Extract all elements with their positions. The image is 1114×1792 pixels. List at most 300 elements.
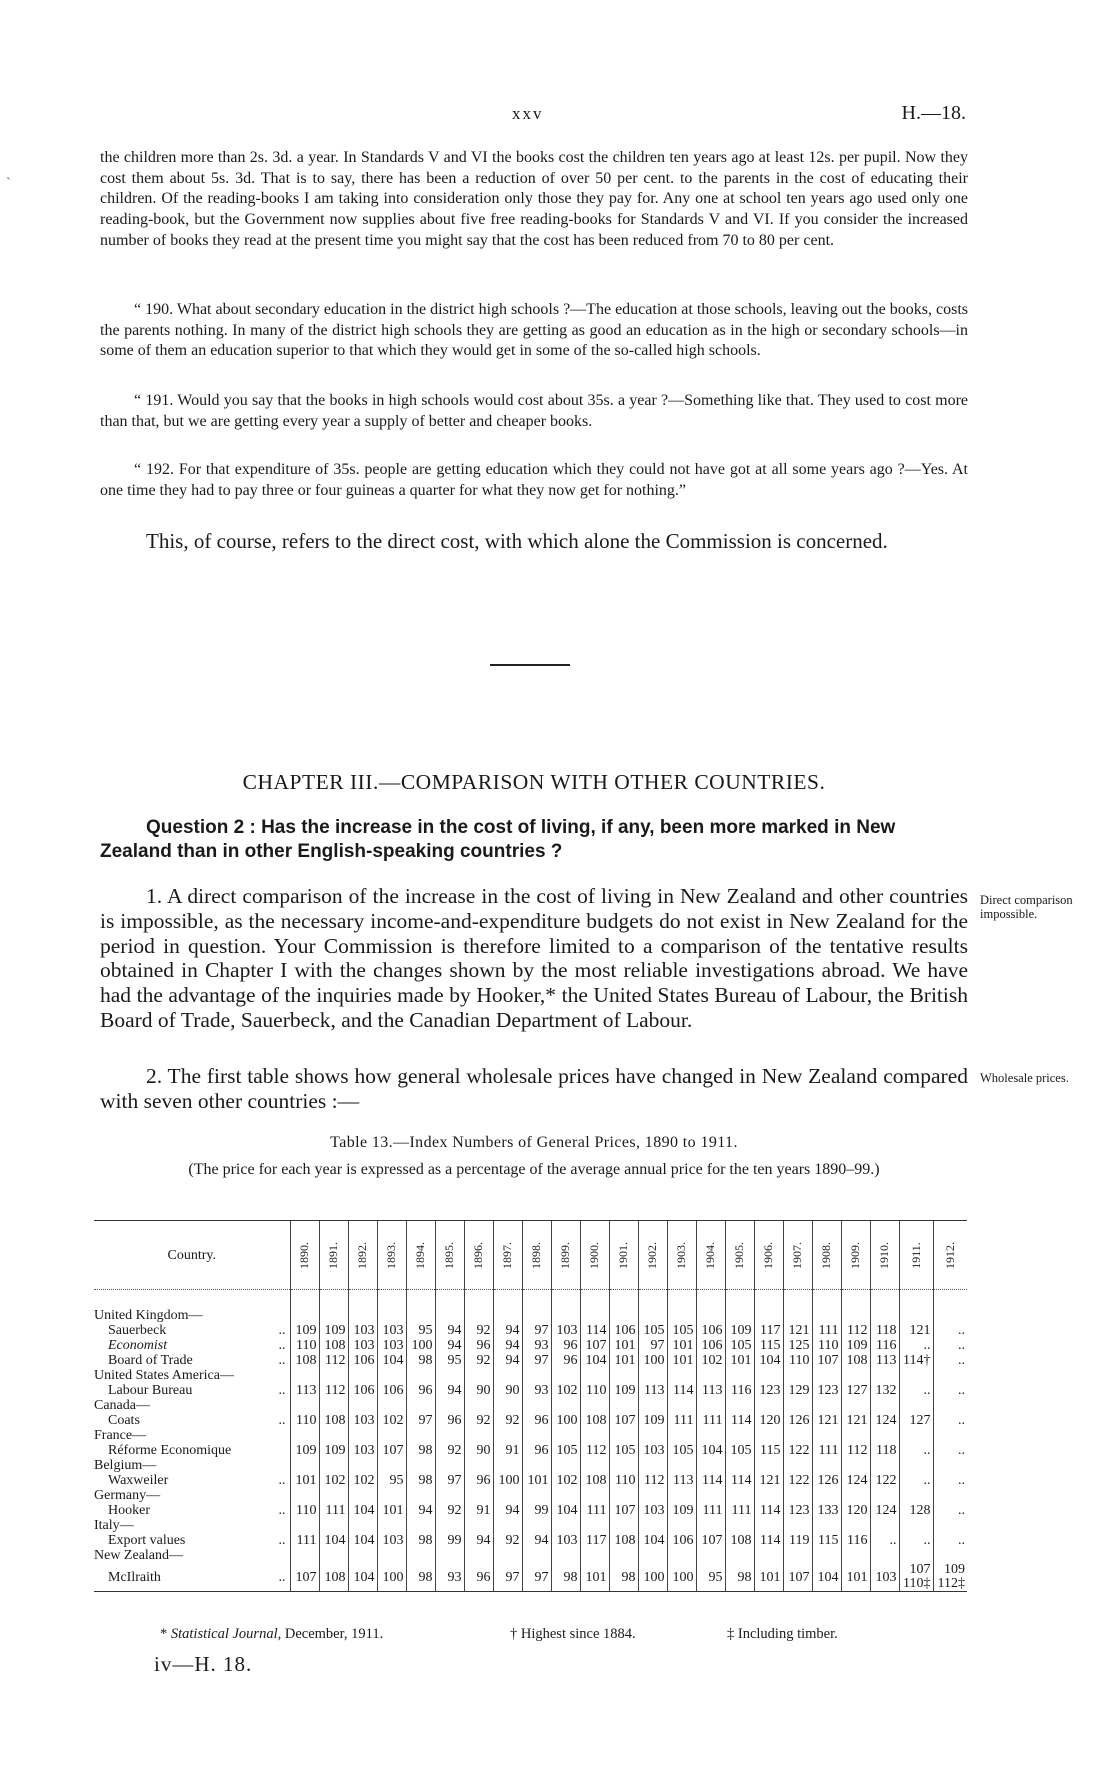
- cell-value: 106: [377, 1383, 406, 1398]
- year-header: 1894.: [406, 1221, 435, 1290]
- cell-value: ..: [933, 1338, 967, 1353]
- cell-value: 109: [609, 1383, 638, 1398]
- year-header: 1893.: [377, 1221, 406, 1290]
- cell-value: 96: [406, 1383, 435, 1398]
- cell-value: 106: [609, 1323, 638, 1338]
- cell-value: 92: [435, 1503, 464, 1518]
- cell-value: 98: [406, 1473, 435, 1488]
- cell-value: ..: [933, 1353, 967, 1368]
- cell-value: 107: [812, 1353, 841, 1368]
- cell-value: 91: [464, 1503, 493, 1518]
- cell-value: 112: [841, 1443, 870, 1458]
- cell-value: 100: [551, 1413, 580, 1428]
- cell-value: ..: [933, 1533, 967, 1548]
- cell-value: 121: [899, 1323, 933, 1338]
- series-label: Export values ..: [108, 1533, 286, 1548]
- country-header: Country.: [94, 1221, 290, 1290]
- cell-value: 122: [783, 1473, 812, 1488]
- paragraph-question-192: [100, 460, 968, 501]
- cell-value: 115: [754, 1443, 783, 1458]
- cell-value: 103: [377, 1338, 406, 1353]
- cell-value: 100: [638, 1563, 667, 1592]
- cell-value: 129: [783, 1383, 812, 1398]
- page-number: xxv: [512, 104, 544, 123]
- cell-value: 101: [609, 1338, 638, 1353]
- cell-value: 104: [348, 1533, 377, 1548]
- cell-value: 116: [870, 1338, 899, 1353]
- cell-value: 90: [464, 1383, 493, 1398]
- cell-value: 109: [319, 1443, 348, 1458]
- paragraph-1: 1. A direct comparison of the increase in the cost of living in New Zealand and other countries is impossible, as the necessary income-and-expenditure budgets do not exist in New Zealand for the period in question. Your Commission is therefore limited to a comparison of the tentative results obtained in Chapter I with the changes shown by the most reliable investigations abroad. We have had the advantage of the inquiries made by Hooker,* the United States Bureau of Labour, the British Board of Trade, Sauerbeck, and the Canadian Department of Labour.: [100, 884, 968, 1032]
- cell-value: 105: [667, 1323, 696, 1338]
- cell-value: 113: [638, 1383, 667, 1398]
- cell-value: 102: [348, 1473, 377, 1488]
- cell-value: 121: [812, 1413, 841, 1428]
- cell-value: 103: [551, 1533, 580, 1548]
- cell-value: 100: [638, 1353, 667, 1368]
- cell-value: ..: [899, 1473, 933, 1488]
- cell-value: 111: [319, 1503, 348, 1518]
- cell-value: 126: [783, 1413, 812, 1428]
- cell-value: 102: [696, 1353, 725, 1368]
- cell-value: 103: [348, 1323, 377, 1338]
- cell-value: 113: [696, 1383, 725, 1398]
- cell-value: 106: [667, 1533, 696, 1548]
- cell-value: 108: [319, 1338, 348, 1353]
- year-header: 1906.: [754, 1221, 783, 1290]
- country-group: United Kingdom—: [94, 1308, 203, 1323]
- cell-value: 103: [348, 1443, 377, 1458]
- group-row: [94, 1488, 967, 1503]
- paragraph-text: “ 192. For that expenditure of 35s. people are getting education which they could not have got at all some years ago ?—Yes. At one time they had to pay three or four guineas a quarter for what they now get for nothing.”: [100, 461, 968, 499]
- cell-value: 125: [783, 1338, 812, 1353]
- cell-value: 96: [522, 1413, 551, 1428]
- footnote-date: December, 1911.: [284, 1626, 384, 1642]
- cell-value: 100: [406, 1338, 435, 1353]
- cell-value: 112: [841, 1323, 870, 1338]
- country-group: Germany—: [94, 1488, 161, 1503]
- table-row: [94, 1533, 967, 1548]
- cell-value: 115: [754, 1338, 783, 1353]
- cell-value: 92: [464, 1353, 493, 1368]
- cell-value: 94: [493, 1353, 522, 1368]
- cell-value: 128: [899, 1503, 933, 1518]
- cell-value: 94: [493, 1503, 522, 1518]
- cell-value: 123: [812, 1383, 841, 1398]
- cell-value: 95: [377, 1473, 406, 1488]
- cell-value: 98: [406, 1533, 435, 1548]
- cell-value: 103: [348, 1413, 377, 1428]
- cell-value: 105: [667, 1443, 696, 1458]
- year-header: 1897.: [493, 1221, 522, 1290]
- group-row: [94, 1548, 967, 1563]
- cell-value: 110: [290, 1338, 319, 1353]
- cell-value: 103: [638, 1503, 667, 1518]
- cell-value: 109: [725, 1323, 754, 1338]
- cell-value: 106: [348, 1383, 377, 1398]
- cell-value: ..: [899, 1533, 933, 1548]
- cell-value: 105: [725, 1443, 754, 1458]
- cell-value: 101: [667, 1338, 696, 1353]
- cell-value: 104: [754, 1353, 783, 1368]
- table-note: (The price for each year is expressed as a percentage of the average annual price for the ten years 1890–99.): [188, 1161, 880, 1178]
- margin-tick: `: [6, 176, 11, 191]
- cell-value: 110: [783, 1353, 812, 1368]
- cell-value: 93: [522, 1338, 551, 1353]
- paragraph-text: the children more than 2s. 3d. a year. In Standards V and VI the books cost the children ten years ago at least 12s. per pupil. Now they cost them about 5s. 3d. That is to say, there has been a reduction of over 50 per cent. to the parents in the cost of educating their children. Of the reading-books I am taking into consideration only those they pay for. Any one at school ten years ago used only one reading-book, but the Government now supplies about five free reading-books for Standards V and VI. If you consider the increased number of books they read at the present time you might say that the cost has been reduced from 70 to 80 per cent.: [100, 149, 968, 249]
- year-header: 1905.: [725, 1221, 754, 1290]
- cell-value: 110: [812, 1338, 841, 1353]
- country-group: Canada—: [94, 1398, 150, 1413]
- cell-value: 94: [522, 1533, 551, 1548]
- cell-value: 94: [435, 1383, 464, 1398]
- cell-value: 110: [290, 1413, 319, 1428]
- cell-value: 96: [522, 1443, 551, 1458]
- cell-value: ..: [933, 1413, 967, 1428]
- year-header: 1903.: [667, 1221, 696, 1290]
- cell-value: 127: [899, 1413, 933, 1428]
- cell-value: 96: [435, 1413, 464, 1428]
- year-header: 1912.: [933, 1221, 967, 1290]
- cell-value: 97: [522, 1563, 551, 1592]
- cell-value: 102: [551, 1473, 580, 1488]
- cell-value: 103: [551, 1323, 580, 1338]
- cell-value: 133: [812, 1503, 841, 1518]
- cell-value: 97: [638, 1338, 667, 1353]
- cell-value: 97: [406, 1413, 435, 1428]
- cell-value: 114: [696, 1473, 725, 1488]
- year-header: 1891.: [319, 1221, 348, 1290]
- cell-value: ..: [899, 1443, 933, 1458]
- cell-value: 94: [435, 1323, 464, 1338]
- cell-value: 112: [580, 1443, 609, 1458]
- paragraph-conclusion: This, of course, refers to the direct cost, with which alone the Commission is concerned.: [146, 529, 888, 553]
- table-row: [94, 1503, 967, 1518]
- cell-value: 101: [754, 1563, 783, 1592]
- section-divider: [490, 664, 570, 666]
- year-header: 1901.: [609, 1221, 638, 1290]
- cell-value: 99: [522, 1503, 551, 1518]
- series-label: Waxweiler ..: [108, 1473, 286, 1488]
- footnote-source: Statistical Journal,: [170, 1626, 282, 1642]
- cell-value: 103: [348, 1338, 377, 1353]
- cell-value: 121: [754, 1473, 783, 1488]
- cell-value: 117: [754, 1323, 783, 1338]
- cell-value: 92: [493, 1533, 522, 1548]
- cell-value: 103: [377, 1533, 406, 1548]
- year-header: 1892.: [348, 1221, 377, 1290]
- cell-value: 104: [696, 1443, 725, 1458]
- cell-value: 113: [870, 1353, 899, 1368]
- cell-value: 107: [783, 1563, 812, 1592]
- cell-value: 101: [725, 1353, 754, 1368]
- paragraph-continuation: [100, 148, 968, 252]
- cell-value: 111: [696, 1413, 725, 1428]
- year-header: 1890.: [290, 1221, 319, 1290]
- cell-value: 98: [406, 1353, 435, 1368]
- table-row: [94, 1473, 967, 1488]
- cell-value: 109 112‡: [933, 1563, 967, 1592]
- cell-value: 104: [580, 1353, 609, 1368]
- cell-value: 111: [696, 1503, 725, 1518]
- cell-value: 112: [319, 1353, 348, 1368]
- series-label: Coats ..: [108, 1413, 286, 1428]
- cell-value: 112: [319, 1383, 348, 1398]
- table-row: [94, 1443, 967, 1458]
- cell-value: 101: [377, 1503, 406, 1518]
- cell-value: 97: [493, 1563, 522, 1592]
- cell-value: 107: [290, 1563, 319, 1592]
- table-row: [94, 1323, 967, 1338]
- group-row: [94, 1398, 967, 1413]
- cell-value: 95: [406, 1323, 435, 1338]
- footnote-star: * Statistical Journal, December, 1911.: [160, 1626, 384, 1642]
- cell-value: 98: [406, 1443, 435, 1458]
- cell-value: ..: [899, 1383, 933, 1398]
- cell-value: 114: [667, 1383, 696, 1398]
- cell-value: 111: [580, 1503, 609, 1518]
- cell-value: 109: [667, 1503, 696, 1518]
- cell-value: 93: [435, 1563, 464, 1592]
- country-group: United States America—: [94, 1368, 234, 1383]
- cell-value: ..: [933, 1473, 967, 1488]
- series-label: Réforme Economique: [108, 1443, 232, 1458]
- cell-value: 94: [493, 1323, 522, 1338]
- group-row: [94, 1368, 967, 1383]
- country-group: New Zealand—: [94, 1548, 184, 1563]
- cell-value: 104: [638, 1533, 667, 1548]
- cell-value: 105: [638, 1323, 667, 1338]
- cell-value: 107: [377, 1443, 406, 1458]
- paragraph-text: “ 191. Would you say that the books in high schools would cost about 35s. a year ?—Something like that. They used to cost more than that, but we are getting every year a supply of better and cheaper books.: [100, 392, 968, 430]
- year-header: 1898.: [522, 1221, 551, 1290]
- cell-value: ..: [933, 1323, 967, 1338]
- cell-value: 105: [551, 1443, 580, 1458]
- cell-value: 109: [290, 1443, 319, 1458]
- cell-value: 96: [551, 1338, 580, 1353]
- cell-value: ..: [870, 1533, 899, 1548]
- cell-value: 124: [841, 1473, 870, 1488]
- year-header: 1907.: [783, 1221, 812, 1290]
- question-number: Question 2 :: [146, 817, 256, 838]
- cell-value: 108: [290, 1353, 319, 1368]
- cell-value: ..: [933, 1503, 967, 1518]
- cell-value: 91: [493, 1443, 522, 1458]
- cell-value: 118: [870, 1443, 899, 1458]
- cell-value: 114†: [899, 1353, 933, 1368]
- cell-value: 108: [609, 1533, 638, 1548]
- cell-value: 94: [493, 1338, 522, 1353]
- cell-value: 113: [290, 1383, 319, 1398]
- cell-value: 109: [290, 1323, 319, 1338]
- cell-value: 108: [580, 1473, 609, 1488]
- cell-value: 111: [812, 1323, 841, 1338]
- cell-value: 119: [783, 1533, 812, 1548]
- chapter-title: CHAPTER III.—COMPARISON WITH OTHER COUNTRIES.: [242, 770, 826, 794]
- year-header: 1895.: [435, 1221, 464, 1290]
- cell-value: 98: [609, 1563, 638, 1592]
- cell-value: 94: [464, 1533, 493, 1548]
- cell-value: 108: [319, 1563, 348, 1592]
- cell-value: 105: [725, 1338, 754, 1353]
- cell-value: 101: [841, 1563, 870, 1592]
- cell-value: 114: [580, 1323, 609, 1338]
- cell-value: 102: [551, 1383, 580, 1398]
- table-row: [94, 1563, 967, 1592]
- cell-value: 104: [377, 1353, 406, 1368]
- cell-value: 100: [667, 1563, 696, 1592]
- cell-value: 92: [464, 1413, 493, 1428]
- cell-value: 97: [522, 1353, 551, 1368]
- cell-value: 96: [551, 1353, 580, 1368]
- price-index-table: [94, 1220, 967, 1592]
- cell-value: 101: [290, 1473, 319, 1488]
- cell-value: 116: [841, 1533, 870, 1548]
- cell-value: 94: [406, 1503, 435, 1518]
- cell-value: 101: [580, 1563, 609, 1592]
- cell-value: 92: [464, 1323, 493, 1338]
- cell-value: 107: [609, 1413, 638, 1428]
- cell-value: 123: [783, 1503, 812, 1518]
- cell-value: 113: [667, 1473, 696, 1488]
- cell-value: 98: [725, 1563, 754, 1592]
- cell-value: 117: [580, 1533, 609, 1548]
- cell-value: 111: [290, 1533, 319, 1548]
- cell-value: 110: [290, 1503, 319, 1518]
- cell-value: 98: [551, 1563, 580, 1592]
- cell-value: 123: [754, 1383, 783, 1398]
- cell-value: 100: [493, 1473, 522, 1488]
- table-row: [94, 1338, 967, 1353]
- cell-value: 92: [493, 1413, 522, 1428]
- series-label: Sauerbeck ..: [108, 1323, 286, 1338]
- cell-value: 99: [435, 1533, 464, 1548]
- cell-value: 106: [696, 1338, 725, 1353]
- cell-value: 124: [870, 1503, 899, 1518]
- cell-value: 104: [348, 1503, 377, 1518]
- cell-value: 100: [377, 1563, 406, 1592]
- cell-value: 110: [609, 1473, 638, 1488]
- paragraph-text: “ 190. What about secondary education in the district high schools ?—The education at those schools, leaving out the books, costs the parents nothing. In many of the district high schools they are getting as good an education as in the high or secondary schools—in some of them an education superior to that which they would get in some of the so-called high schools.: [100, 301, 968, 360]
- year-header: 1896.: [464, 1221, 493, 1290]
- cell-value: 120: [841, 1503, 870, 1518]
- cell-value: 127: [841, 1383, 870, 1398]
- cell-value: 111: [667, 1413, 696, 1428]
- cell-value: 114: [754, 1533, 783, 1548]
- year-header: 1908.: [812, 1221, 841, 1290]
- cell-value: 124: [870, 1413, 899, 1428]
- table-row: [94, 1413, 967, 1428]
- year-header: 1902.: [638, 1221, 667, 1290]
- cell-value: ..: [933, 1383, 967, 1398]
- cell-value: 114: [754, 1503, 783, 1518]
- table-body: [94, 1290, 967, 1592]
- series-label: Labour Bureau ..: [108, 1383, 286, 1398]
- cell-value: 103: [377, 1323, 406, 1338]
- question-heading: [100, 816, 968, 864]
- cell-value: 108: [319, 1413, 348, 1428]
- cell-value: 94: [435, 1338, 464, 1353]
- cell-value: 103: [638, 1443, 667, 1458]
- cell-value: 109: [841, 1338, 870, 1353]
- table-row: [94, 1383, 967, 1398]
- paragraph-question-190: [100, 300, 968, 362]
- cell-value: 106: [696, 1323, 725, 1338]
- paragraph-question-191: [100, 391, 968, 432]
- cell-value: 92: [435, 1443, 464, 1458]
- cell-value: 104: [348, 1563, 377, 1592]
- cell-value: 107 110‡: [899, 1563, 933, 1592]
- cell-value: 97: [522, 1323, 551, 1338]
- cell-value: 101: [522, 1473, 551, 1488]
- cell-value: 95: [696, 1563, 725, 1592]
- cell-value: 98: [406, 1563, 435, 1592]
- year-header: 1909.: [841, 1221, 870, 1290]
- cell-value: 121: [783, 1323, 812, 1338]
- cell-value: 111: [725, 1503, 754, 1518]
- cell-value: 114: [725, 1413, 754, 1428]
- cell-value: 105: [609, 1443, 638, 1458]
- cell-value: 96: [464, 1563, 493, 1592]
- cell-value: 107: [696, 1533, 725, 1548]
- table-row: [94, 1353, 967, 1368]
- cell-value: 108: [580, 1413, 609, 1428]
- cell-value: 111: [812, 1443, 841, 1458]
- year-header: 1899.: [551, 1221, 580, 1290]
- year-header: 1904.: [696, 1221, 725, 1290]
- cell-value: 116: [725, 1383, 754, 1398]
- cell-value: 115: [812, 1533, 841, 1548]
- cell-value: 103: [870, 1563, 899, 1592]
- group-row: [94, 1518, 967, 1533]
- cell-value: 102: [319, 1473, 348, 1488]
- cell-value: 109: [319, 1323, 348, 1338]
- cell-value: 114: [725, 1473, 754, 1488]
- group-row: [94, 1428, 967, 1443]
- question-text: Has the increase in the cost of living, if any, been more marked in New Zealand than in other English-speaking countries ?: [100, 817, 896, 862]
- cell-value: 108: [725, 1533, 754, 1548]
- series-label: McIlraith ..: [94, 1563, 290, 1592]
- year-header: 1911.: [899, 1221, 933, 1290]
- cell-value: 90: [464, 1443, 493, 1458]
- cell-value: 120: [754, 1413, 783, 1428]
- cell-value: 96: [464, 1473, 493, 1488]
- cell-value: 107: [580, 1338, 609, 1353]
- footnote-double-dagger: ‡ Including timber.: [727, 1626, 838, 1642]
- cell-value: ..: [933, 1443, 967, 1458]
- document-reference: H.—18.: [901, 102, 966, 124]
- cell-value: 90: [493, 1383, 522, 1398]
- table-header-row: [94, 1221, 967, 1290]
- cell-value: 112: [638, 1473, 667, 1488]
- page-header: [0, 104, 1114, 128]
- cell-value: 97: [435, 1473, 464, 1488]
- country-group: France—: [94, 1428, 147, 1443]
- cell-value: 122: [870, 1473, 899, 1488]
- cell-value: 121: [841, 1413, 870, 1428]
- country-group: Belgium—: [94, 1458, 157, 1473]
- cell-value: 96: [464, 1338, 493, 1353]
- cell-value: 109: [638, 1413, 667, 1428]
- group-row: [94, 1458, 967, 1473]
- cell-value: 102: [377, 1413, 406, 1428]
- cell-value: 104: [551, 1503, 580, 1518]
- group-row: [94, 1308, 967, 1323]
- series-label: Hooker ..: [108, 1503, 286, 1518]
- cell-value: 93: [522, 1383, 551, 1398]
- table-caption: Table 13.—Index Numbers of General Prices, 1890 to 1911.: [330, 1134, 738, 1151]
- paragraph-2: 2. The first table shows how general wholesale prices have changed in New Zealand compared with seven other countries :—: [100, 1064, 968, 1113]
